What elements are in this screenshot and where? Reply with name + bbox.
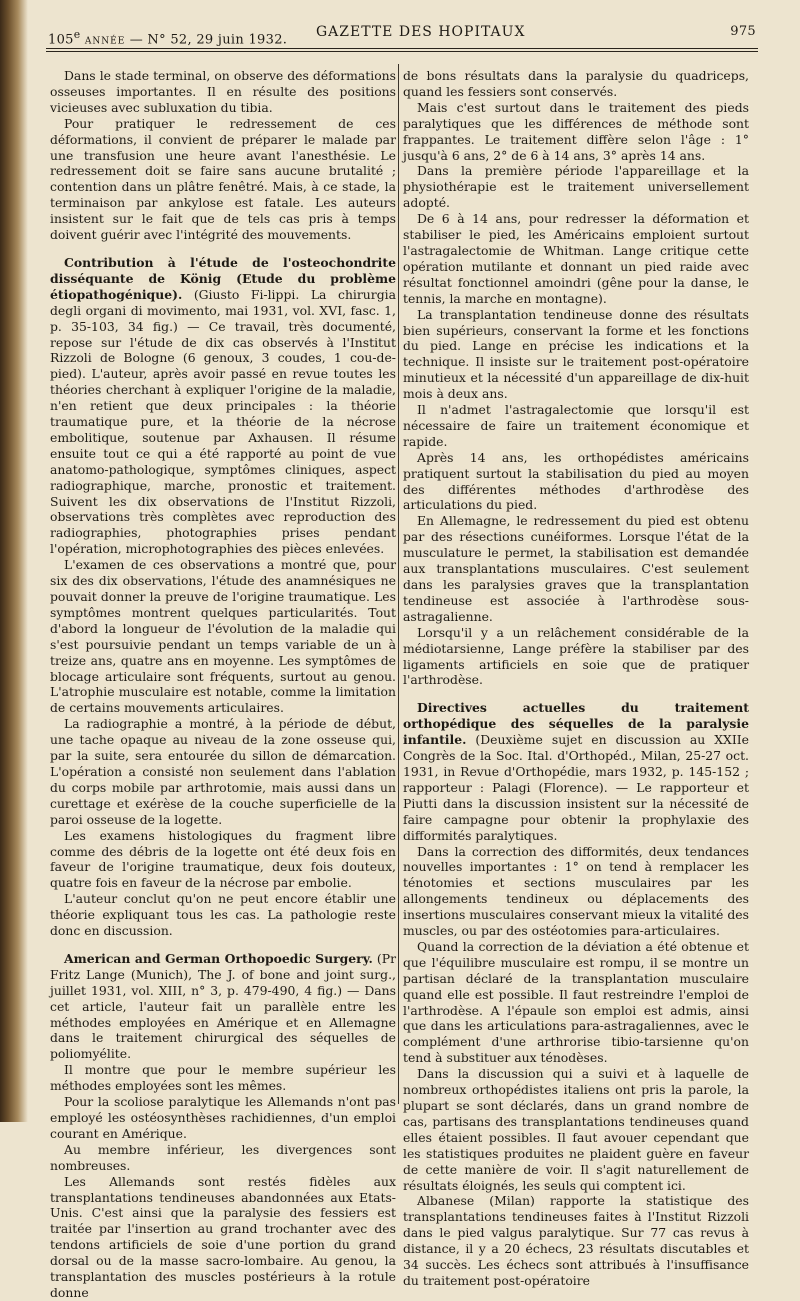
- article-title: Directives actuelles du traitement orthopédique des séquelles de la paralysie infantile.: [403, 700, 749, 748]
- article-abstract-orthopoedic: [50, 951, 396, 1062]
- paragraph: En Allemagne, le redressement du pied est obtenu par des résections cunéiformes. Lorsque l'état de la musculature le permet, la stabilisation est demandée aux transplantations musculaires. C'est seulement dans les paralysies graves que la transplantation tendineuse est associée à l'arthrodèse sous-astragalienne.: [403, 513, 749, 624]
- paragraph: Quand la correction de la déviation a été obtenue et que l'équilibre musculaire est rompu, il se montre un partisan déclaré de la transplantation musculaire quand elle est possible. Il faut restreindre l'emploi de l'arthrodèse. A l'épaule son emploi est admis, ainsi que dans les articulations para-astragaliennes, avec le complément d'une arthrorise tibio-tarsienne qu'on tend à substituer aux ténodèses.: [403, 938, 749, 1066]
- paragraph: Albanese (Milan) rapporte la statistique des transplantations tendineuses faites à l'Institut Rizzoli dans le pied valgus paralytique. Sur 77 cas revus à distance, il y a 20 échecs, 23 résultats discutables et 34 succès. Les échecs sont attribués à l'insuffisance du traitement post-opératoire: [403, 1193, 749, 1288]
- paragraph: Les Allemands sont restés fidèles aux transplantations tendineuses abandonnées aux Etats-Unis. C'est ainsi que la paralysie des fessiers est traitée par l'insertion au grand trochanter avec des tendons artificiels de soie d'une portion du grand dorsal ou de la masse sacro-lombaire. Au genou, la transplantation des muscles postérieurs à la rotule donne: [50, 1173, 396, 1300]
- paragraph: La radiographie a montré, à la période de début, une tache opaque au niveau de la zone osseuse qui, par la suite, sera entourée du sillon de démarcation. L'opération a consisté non seulement dans l'ablation du corps mobile par arthrotomie, mais aussi dans un curettage et exérèse de la couche superficielle de la paroi osseuse de la logette.: [50, 716, 396, 827]
- paragraph: L'examen de ces observations a montré que, pour six des dix observations, l'étude des anamnésiques ne pouvait donner la preuve de l'origine traumatique. Les symptômes montrent quelques particularités. Tout d'abord la longueur de l'évolution de la maladie qui s'est poursuivie pendant un temps variable de un à treize ans, quatre ans en moyenne. Les symptômes de blocage articulaire sont fréquents, surtout au genou. L'atrophie musculaire est notable, comme la limitation de certains mouvements articulaires.: [50, 557, 396, 716]
- journal-title: GAZETTE DES HOPITAUX: [316, 24, 526, 40]
- paragraph: Lorsqu'il y a un relâchement considérable de la médiotarsienne, Lange préfère la stabiliser par des ligaments artificiels en soie que de pratiquer l'arthrodèse.: [403, 624, 749, 688]
- paragraph: Il montre que pour le membre supérieur les méthodes employées sont les mêmes.: [50, 1062, 396, 1094]
- header-year: 105: [48, 32, 74, 48]
- paragraph: Pour pratiquer le redressement de ces déformations, il convient de préparer le malade par une transfusion une heure avant l'anesthésie. Le redressement doit se faire sans aucune brutalité ; contention dans un plâtre fenêtré. Mais, à ce stade, la terminaison par ankylose est fatale. Les auteurs insistent sur le fait que de tels cas pris à temps doivent guérir avec l'intégrité des mouvements.: [50, 115, 396, 243]
- paragraph: L'auteur conclut qu'on ne peut encore établir une théorie expliquant tous les cas. La pathologie reste donc en discussion.: [50, 891, 396, 939]
- article-abstract-osteochondrite: [50, 255, 396, 557]
- right-column: [403, 68, 749, 1288]
- article-abstract-directives: [403, 700, 749, 843]
- book-spine-shadow: [0, 0, 28, 1122]
- column-divider: [398, 64, 399, 1104]
- article-reference: (Pr Fritz Lange (Munich), The J. of bone and joint surg., juillet 1931, vol. XIII, n° 3, p. 479-490, 4 fig.) — Dans cet article, l'auteur fait un parallèle entre les méthodes employées en Amérique et en Allemagne dans le traitement chirurgical des séquelles de poliomyélite.: [50, 950, 396, 1062]
- paragraph: Après 14 ans, les orthopédistes américains pratiquent surtout la stabilisation du pied au moyen des différentes méthodes d'arthrodèse des articulations du pied.: [403, 449, 749, 513]
- header-annee: ANNÉE: [84, 36, 126, 47]
- article-reference: (Deuxième sujet en discussion au XXIIe Congrès de la Soc. Ital. d'Orthopéd., Milan, 25-27 oct. 1931, in Revue d'Orthopédie, mars 1932, p. 145-152 ; rapporteur : Palagi (Florence). — Le rapporteur et Piutti dans la discussion insistent sur la nécessité de faire campagne pour obtenir la prophylaxie des difformités paralytiques.: [403, 732, 749, 843]
- paragraph: Dans le stade terminal, on observe des déformations osseuses importantes. Il en résulte des positions vicieuses avec subluxation du tibia.: [50, 68, 396, 115]
- paragraph: Dans la première période l'appareillage et la physiothérapie est le traitement universellement adopté.: [403, 163, 749, 211]
- header-issue: [48, 28, 287, 47]
- paragraph: De 6 à 14 ans, pour redresser la déformation et stabiliser le pied, les Américains emploient surtout l'astragalectomie de Whitman. Lange critique cette opération mutilante et donnant un pied raide avec résultat fonctionnel amoindri (gêne pour la danse, le tennis, la marche en montagne).: [403, 211, 749, 306]
- paragraph: de bons résultats dans la paralysie du quadriceps, quand les fessiers sont conservés.: [403, 68, 749, 99]
- paragraph: Il n'admet l'astragalectomie que lorsqu'il est nécessaire de faire un traitement économique et rapide.: [403, 402, 749, 449]
- paragraph: Au membre inférieur, les divergences sont nombreuses.: [50, 1141, 396, 1173]
- header-issue-date: — N° 52, 29 juin 1932.: [129, 32, 288, 48]
- paragraph: La transplantation tendineuse donne des résultats bien supérieurs, conservant la forme et les fonctions du pied. Lange en précise les indications et la technique. Il insiste sur le traitement post-opératoire minutieux et la nécessité d'un appareillage de dix-huit mois à deux ans.: [403, 306, 749, 402]
- header-rule-top: [46, 48, 758, 49]
- paragraph: Dans la discussion qui a suivi et à laquelle de nombreux orthopédistes italiens ont pris la parole, la plupart se sont déclarés, dans un grand nombre de cas, partisans des transplantations tendineuses quand elles étaient possibles. Il faut avouer cependant que les statistiques produites ne plaident guère en faveur de cette manière de voir. Il s'agit naturellement de résultats éloignés, les seuls qui comptent ici.: [403, 1066, 749, 1193]
- paragraph: Les examens histologiques du fragment libre comme des débris de la logette ont été deux fois en faveur de l'origine traumatique, deux fois douteux, quatre fois en faveur de la nécrose par embolie.: [50, 827, 396, 891]
- header-year-suffix: e: [73, 28, 81, 41]
- paragraph: Dans la correction des difformités, deux tendances nouvelles importantes : 1° on tend à remplacer les ténotomies et sections musculaires par les allongements tendineux ou déplacements des insertions musculaires conservant mieux la vitalité des muscles, ou par des ostéotomies para-articulaires.: [403, 843, 749, 939]
- page-header: [48, 22, 756, 48]
- header-rule-bottom: [46, 51, 758, 52]
- paragraph: Pour la scoliose paralytique les Allemands n'ont pas employé les ostéosynthèses rachidiennes, d'un emploi courant en Amérique.: [50, 1094, 396, 1141]
- article-title: American and German Orthopoedic Surgery.: [64, 950, 373, 966]
- article-reference: (Giusto Fi-lippi. La chirurgia degli organi di movimento, mai 1931, vol. XVI, fasc. 1, p. 35-103, 34 fig.) — Ce travail, très documenté, repose sur l'étude de dix cas observés à l'Institut Rizzoli de Bologne (6 genoux, 3 coudes, 1 cou-de-pied). L'auteur, après avoir passé en revue toutes les théories cherchant à expliquer l'origine de la maladie, n'en retient que deux principales : la théorie traumatique pure, et la théorie de la nécrose embolitique, soutenue par Axhausen. Il résume ensuite tout ce qui a été rapporté au point de vue anatomo-pathologique, symptômes cliniques, aspect radiographique, marche, pronostic et traitement. Suivent les dix observations de l'Institut Rizzoli, observations très complètes avec reproduction des radiographies, photographies prises pendant l'opération, microphotographies des pièces enlevées.: [50, 286, 396, 557]
- left-column: [50, 68, 396, 1300]
- page-number: 975: [730, 24, 756, 39]
- paragraph: Mais c'est surtout dans le traitement des pieds paralytiques que les différences de méthode sont frappantes. Le traitement diffère selon l'âge : 1° jusqu'à 6 ans, 2° de 6 à 14 ans, 3° après 14 ans.: [403, 99, 749, 163]
- article-title: Contribution à l'étude de l'osteochondrite disséquante de König (Etude du problème étiopathogénique).: [50, 254, 396, 302]
